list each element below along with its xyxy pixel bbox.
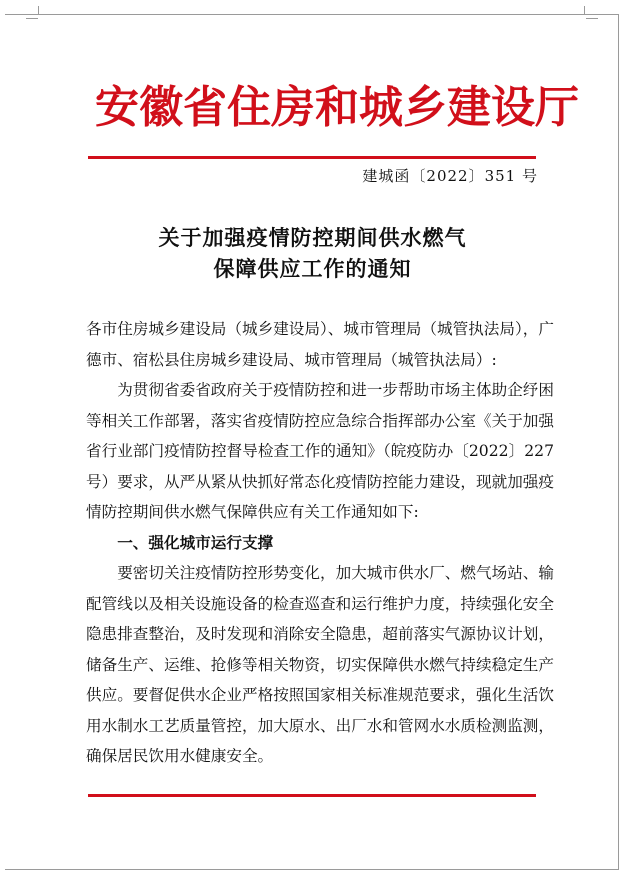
body-paragraph: 为贯彻省委省政府关于疫情防控和进一步帮助市场主体助企纾困等相关工作部署，落实省疫情防控应急综合指挥部办公室《关于加强省行业部门疫情防控督导检查工作的通知》（皖疫防办〔2022〕227 号）要求，从严从紧从快抓好常态化疫情防控能力建设，现就加强疫情防控期间供水燃气保障供应有关工作通知如下: bbox=[86, 381, 554, 521]
issuing-authority-title: 安徽省住房和城乡建设厅 bbox=[95, 82, 579, 133]
document-title-line: 关于加强疫情防控期间供水燃气 bbox=[158, 225, 467, 250]
document-title-line: 保障供应工作的通知 bbox=[213, 256, 412, 281]
body-paragraph: 要密切关注疫情防控形势变化，加大城市供水厂、燃气场站、输配管线以及相关设施设备的检查巡查和运行维护力度，持续强化安全隐患排查整治，及时发现和消除安全隐患，超前落实气源协议计划，储备生产、运维、抢修等相关物资，切实保障供水燃气持续稳定生产供应。要督促供水企业严格按照国家相关标准规范要求，强化生活饮用水制水工艺质量管控，加大原水、出厂水和管网水水质检测监测，确保居民饮用水健康安全。 bbox=[86, 564, 554, 765]
crop-mark bbox=[26, 18, 38, 19]
page-frame-right bbox=[618, 14, 619, 870]
crop-mark bbox=[584, 6, 585, 15]
red-header-rule bbox=[88, 156, 536, 159]
crop-mark bbox=[586, 18, 598, 19]
red-footer-rule bbox=[88, 794, 536, 797]
document-title bbox=[80, 222, 545, 284]
document-number: 建城函〔2022〕351 号 bbox=[362, 167, 538, 185]
crop-mark bbox=[38, 6, 39, 15]
document-body bbox=[86, 314, 554, 772]
page-frame-top bbox=[5, 14, 619, 15]
page-frame-bottom bbox=[5, 869, 619, 870]
addressee: 各市住房城乡建设局（城乡建设局）、城市管理局（城管执法局），广德市、宿松县住房城乡建设局、城市管理局（城管执法局）: bbox=[86, 320, 554, 369]
section-heading: 一、强化城市运行支撑 bbox=[117, 533, 274, 552]
